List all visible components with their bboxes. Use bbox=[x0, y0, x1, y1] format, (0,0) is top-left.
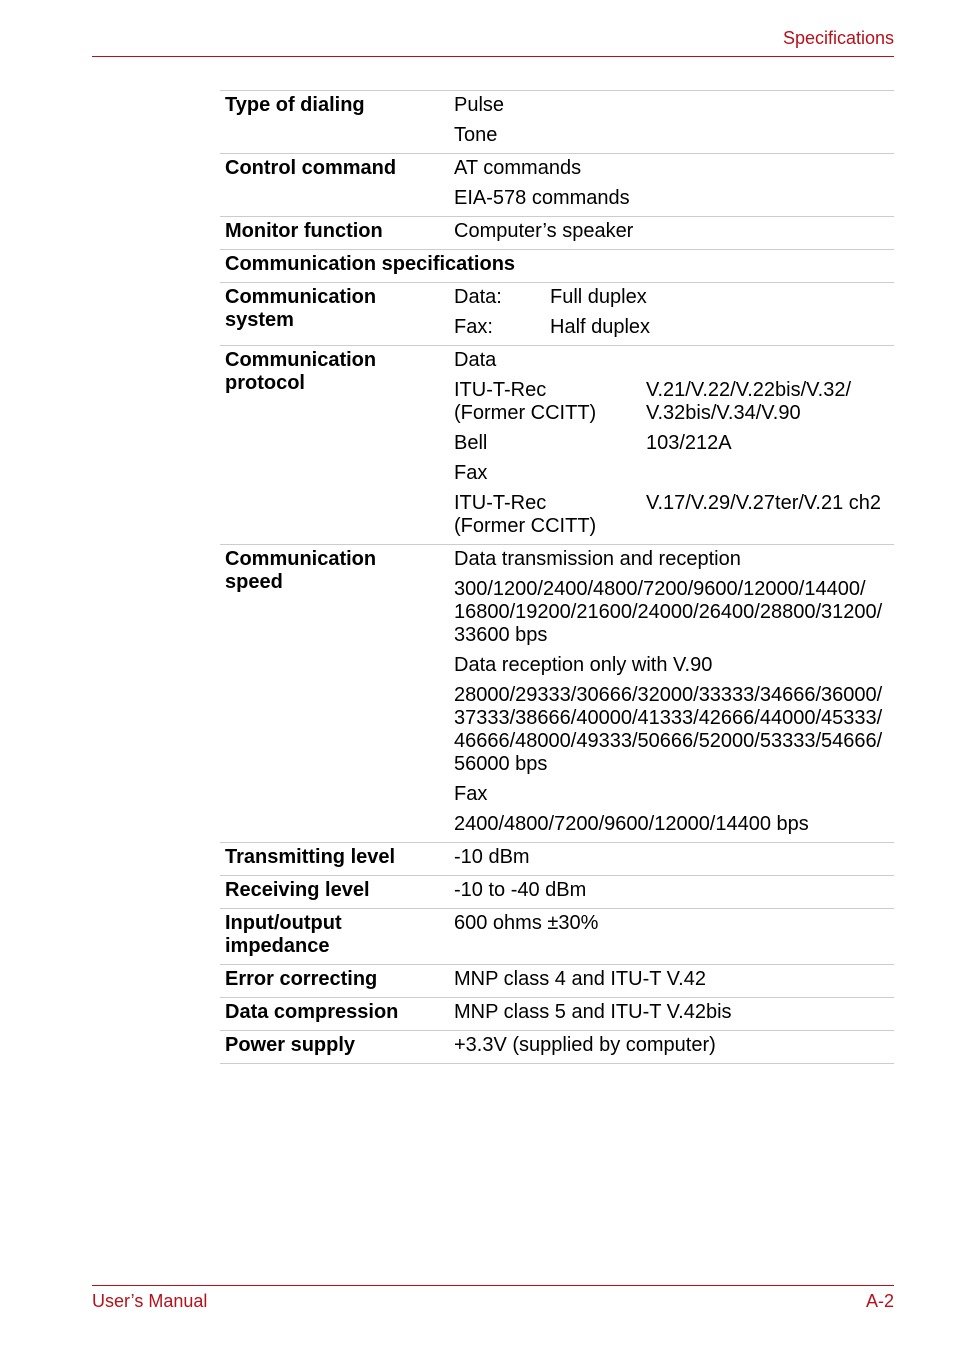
table-row bbox=[220, 876, 894, 909]
header-title: Specifications bbox=[782, 28, 894, 48]
row-label: Communication speed bbox=[220, 545, 449, 843]
row-label: Input/output impedance bbox=[220, 909, 449, 965]
row-value: Data transmission and reception 300/1200/2400/4800/7200/9600/12000/14400/ 16800/19200/21600/24000/26400/28800/31200/ 33600 bps Data reception only with V.90 28000/29333/30666/32000/33333/34666/36000/ 37333/38666/40000/41333/42666/44000/45333/ 46666/48000/49333/50666/52000/53333/54666/ 56000 bps Fax 2400/4800/7200/9600/12000/14400 bps bbox=[449, 545, 894, 843]
table-row bbox=[220, 545, 894, 843]
row-value: +3.3V (supplied by computer) bbox=[449, 1031, 894, 1064]
header-rule bbox=[92, 56, 894, 57]
table-row bbox=[220, 154, 894, 217]
row-label: Power supply bbox=[220, 1031, 449, 1064]
row-value: 600 ohms ±30% bbox=[449, 909, 894, 965]
row-value: Data: Full duplex Fax: Half duplex bbox=[449, 283, 894, 346]
spec-table bbox=[220, 90, 894, 1064]
row-label: Receiving level bbox=[220, 876, 449, 909]
row-value: MNP class 5 and ITU-T V.42bis bbox=[449, 998, 894, 1031]
row-value: -10 dBm bbox=[449, 843, 894, 876]
footer-manual-title: User’s Manual bbox=[92, 1291, 208, 1311]
row-value: MNP class 4 and ITU-T V.42 bbox=[449, 965, 894, 998]
table-row bbox=[220, 909, 894, 965]
footer-rule bbox=[92, 1285, 894, 1286]
section-heading: Communication specifications bbox=[220, 250, 894, 283]
table-row bbox=[220, 998, 894, 1031]
row-label: Error correcting bbox=[220, 965, 449, 998]
table-row bbox=[220, 965, 894, 998]
row-value: AT commands EIA-578 commands bbox=[449, 154, 894, 217]
table-row bbox=[220, 283, 894, 346]
row-label: Data compression bbox=[220, 998, 449, 1031]
row-value: Pulse Tone bbox=[449, 91, 894, 154]
row-label: Monitor function bbox=[220, 217, 449, 250]
table-row bbox=[220, 217, 894, 250]
row-label: Type of dialing bbox=[220, 91, 449, 154]
row-value: Data ITU-T-Rec (Former CCITT) V.21/V.22/V.22bis/V.32/ V.32bis/V.34/V.90 Bell 103/212A Fax ITU-T-Rec (Former CCITT) V.17/V.29/V.27ter/V.21 ch2 bbox=[449, 346, 894, 545]
row-label: Communication system bbox=[220, 283, 449, 346]
row-label: Transmitting level bbox=[220, 843, 449, 876]
table-row bbox=[220, 346, 894, 545]
table-row bbox=[220, 1031, 894, 1064]
table-row bbox=[220, 91, 894, 154]
row-value: -10 to -40 dBm bbox=[449, 876, 894, 909]
table-section-row bbox=[220, 250, 894, 283]
row-value: Computer’s speaker bbox=[449, 217, 894, 250]
page-number: A-2 bbox=[865, 1291, 894, 1311]
row-label: Communication protocol bbox=[220, 346, 449, 545]
table-row bbox=[220, 843, 894, 876]
row-label: Control command bbox=[220, 154, 449, 217]
